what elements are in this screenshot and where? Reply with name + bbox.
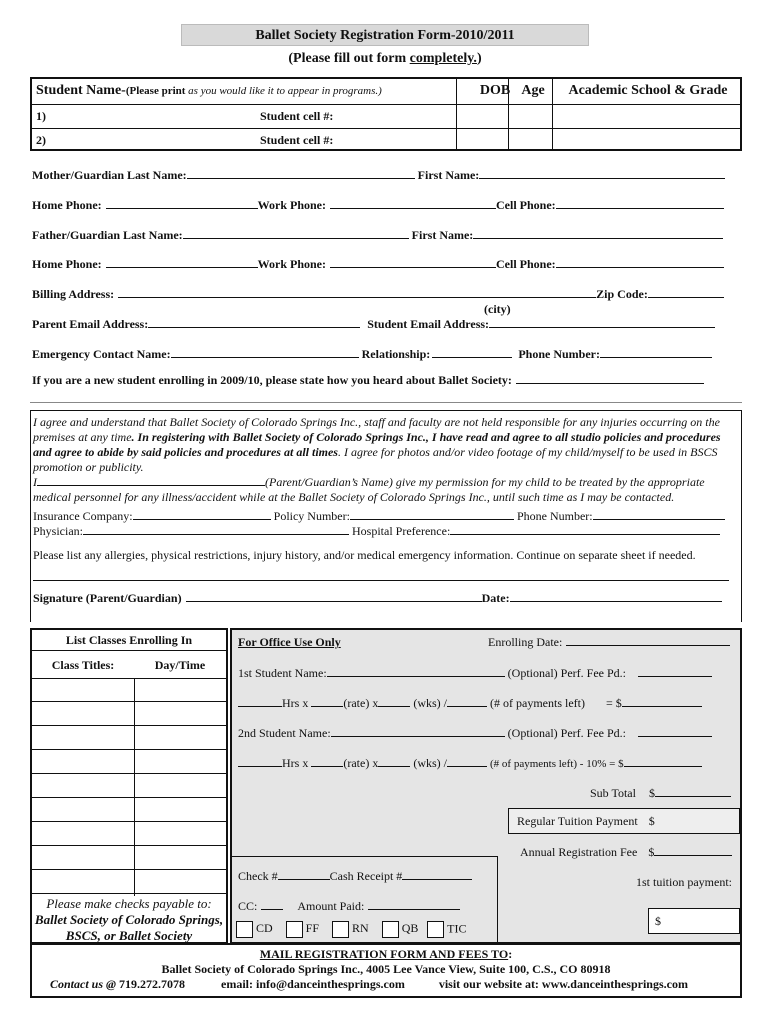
office-use-box — [230, 628, 742, 944]
first-name-label: First Name: — [417, 168, 480, 182]
billing-address-field[interactable] — [118, 287, 596, 298]
checkbox-rn[interactable] — [332, 921, 349, 938]
regular-tuition-label: Regular Tuition Payment — [517, 814, 638, 828]
annual-fee-field[interactable] — [654, 845, 732, 856]
dollar-sign: $ — [648, 786, 655, 800]
work-phone-field[interactable] — [330, 198, 496, 209]
signature-row — [33, 591, 739, 606]
code-label: QB — [401, 921, 419, 936]
mother-first-name-field[interactable] — [479, 168, 725, 179]
parent-name-field[interactable] — [37, 475, 265, 486]
new-student-field[interactable] — [516, 373, 704, 384]
code-label: FF — [305, 921, 320, 936]
perf-fee-label: (Optional) Perf. Fee Pd.: — [507, 666, 626, 680]
code-label: RN — [352, 921, 369, 936]
weeks-label: (wks) / — [413, 756, 447, 770]
student-row-2[interactable] — [32, 129, 740, 151]
annual-fee-label: Annual Registration Fee — [520, 845, 638, 859]
divider — [508, 79, 509, 149]
day-time-header: Day/Time — [154, 658, 206, 672]
dollar-sign: $ — [648, 845, 655, 859]
dollar-sign: $ — [648, 814, 655, 828]
contact-website: visit our website at: www.danceinthesprings.com — [438, 977, 688, 991]
rate-label: (rate) x — [343, 756, 379, 770]
second-student-row — [238, 726, 712, 741]
zip-code-field[interactable] — [648, 287, 724, 298]
class-row[interactable] — [32, 678, 228, 702]
col-dob: DOB — [479, 83, 511, 98]
insurance-company-label: Insurance Company: — [33, 509, 133, 523]
relationship-field[interactable] — [432, 347, 512, 358]
col-student-name: Student Name-(Please print as you would like it to appear in programs.) — [36, 83, 382, 98]
mail-address: Ballet Society of Colorado Springs Inc., 4005 Lee Vance View, Suite 100, C.S., CO 80918 — [161, 962, 611, 976]
contact-label: Contact us @ — [50, 977, 116, 991]
class-row[interactable] — [32, 702, 228, 726]
work-phone-field[interactable] — [330, 257, 496, 268]
first-student-label: 1st Student Name: — [238, 666, 327, 680]
new-student-row — [32, 373, 704, 388]
emergency-row — [32, 347, 712, 362]
cell-phone-label: Cell Phone: — [496, 198, 556, 212]
email-row — [32, 317, 715, 332]
subtitle-post: ) — [476, 51, 482, 66]
enrolling-date-row — [488, 635, 730, 650]
father-last-name-label: Father/Guardian Last Name: — [32, 228, 183, 242]
hours-field[interactable] — [238, 756, 282, 767]
hospital-preference-field[interactable] — [450, 524, 720, 535]
check-label: Check # — [238, 869, 278, 883]
second-hours-row — [238, 756, 702, 771]
first-tuition-label: 1st tuition payment: — [636, 875, 732, 889]
first-name-label: First Name: — [411, 228, 474, 242]
perf-fee-field[interactable] — [638, 726, 712, 737]
regular-tuition-box — [508, 808, 740, 834]
col-age: Age — [521, 83, 545, 98]
amount-paid-field[interactable] — [368, 899, 460, 910]
student-email-field[interactable] — [489, 317, 715, 328]
enrolling-date-field[interactable] — [566, 635, 730, 646]
hrs-label: Hrs x — [282, 696, 309, 710]
check-row — [238, 869, 472, 884]
rate-field[interactable] — [311, 696, 343, 707]
col-school-grade: Academic School & Grade — [568, 83, 728, 98]
mail-box — [30, 943, 742, 998]
subtitle-underlined: completely. — [409, 51, 477, 66]
cell-phone-field[interactable] — [556, 257, 724, 268]
date-field[interactable] — [510, 591, 722, 602]
student-cell-label: Student cell #: — [260, 109, 334, 123]
rate-field[interactable] — [311, 756, 343, 767]
checkbox-qb[interactable] — [382, 921, 399, 938]
check-field[interactable] — [278, 869, 330, 880]
first-hours-row — [238, 696, 702, 711]
classes-box — [30, 628, 228, 944]
divider — [32, 650, 226, 651]
home-phone-label: Home Phone: — [32, 257, 102, 271]
code-boxes — [236, 921, 467, 938]
weeks-field[interactable] — [378, 696, 410, 707]
agreement-paragraph: I agree and understand that Ballet Society of Colorado Springs Inc., staff and faculty are not held responsible for any injuries occurring on the premises at any time. In registering with Ballet Society of Colorado Springs Inc., I have read and agree to all studio policies and procedures and agree to abide by said policies and procedures at all times. I agree for photos and/or video footage of my child/myself to be used in BSCS promotion or publicity. — [33, 415, 721, 474]
code-label: CD — [256, 921, 273, 936]
father-first-name-field[interactable] — [473, 228, 723, 239]
home-phone-label: Home Phone: — [32, 198, 102, 212]
class-rows[interactable] — [32, 678, 228, 896]
annual-fee-row — [520, 845, 732, 860]
zip-code-label: Zip Code: — [596, 287, 648, 301]
payments-field[interactable] — [447, 756, 487, 767]
hrs-label: Hrs x — [282, 756, 309, 770]
parent-email-label: Parent Email Address: — [32, 317, 149, 331]
section-divider — [30, 402, 742, 403]
permission-paragraph: I (Parent/Guardian’s Name) give my permission for my child to be treated by the appropriate medical personnel for any illness/accident while at the Ballet Society of Colorado Springs Inc., until such time as I may be contacted. — [33, 475, 705, 504]
checkbox-ff[interactable] — [286, 921, 303, 938]
agreement-box — [30, 410, 742, 622]
class-row[interactable] — [32, 750, 228, 774]
insurance-company-field[interactable] — [133, 509, 271, 520]
cc-label: CC: — [238, 899, 258, 913]
student-cell-label: Student cell #: — [260, 133, 334, 147]
form-title: Ballet Society Registration Form-2010/2011 — [181, 24, 589, 46]
class-row[interactable] — [32, 774, 228, 798]
total-field[interactable] — [622, 696, 702, 707]
work-phone-label: Work Phone: — [257, 257, 326, 271]
dollar-sign: $ — [655, 914, 661, 928]
second-student-label: 2nd Student Name: — [238, 726, 331, 740]
signature-label: Signature (Parent/Guardian) — [33, 591, 182, 605]
cell-phone-label: Cell Phone: — [496, 257, 556, 271]
checkbox-cd[interactable] — [236, 921, 253, 938]
cash-receipt-field[interactable] — [402, 869, 472, 880]
student-table-header — [32, 79, 740, 105]
home-phone-field[interactable] — [106, 198, 258, 209]
sub-total-label: Sub Total — [590, 786, 636, 800]
payments-discount-label: (# of payments left) - 10% = $ — [490, 758, 624, 770]
subtotal-row — [590, 786, 731, 801]
cash-receipt-label: Cash Receipt # — [329, 869, 403, 883]
signature-field[interactable] — [186, 591, 482, 602]
classes-heading: List Classes Enrolling In — [65, 633, 193, 647]
code-label: TIC — [447, 921, 467, 936]
student-row-1[interactable] — [32, 105, 740, 129]
form-subtitle — [181, 51, 589, 67]
mother-last-name-field[interactable] — [187, 168, 415, 179]
emergency-phone-field[interactable] — [600, 347, 712, 358]
weeks-label: (wks) / — [413, 696, 447, 710]
rate-label: (rate) x — [343, 696, 379, 710]
cc-field[interactable] — [261, 899, 283, 910]
phone-number-label: Phone Number: — [518, 347, 600, 361]
checks-payee: Ballet Society of Colorado Springs, BSCS, or Ballet Society — [34, 912, 224, 943]
checks-payable-note: Please make checks payable to: — [46, 896, 212, 911]
payment-subbox — [232, 856, 498, 944]
payments-field[interactable] — [447, 696, 487, 707]
student-table — [30, 77, 742, 151]
first-student-field[interactable] — [327, 666, 505, 677]
mail-heading: MAIL REGISTRATION FORM AND FEES TO: — [259, 947, 513, 961]
hospital-preference-label: Hospital Preference: — [352, 524, 451, 538]
class-row[interactable] — [32, 846, 228, 870]
father-phone-row — [32, 257, 724, 272]
office-use-heading: For Office Use Only — [238, 635, 341, 649]
hours-field[interactable] — [238, 696, 282, 707]
billing-address-label: Billing Address: — [32, 287, 115, 301]
class-row[interactable] — [32, 822, 228, 846]
mother-phone-row — [32, 198, 724, 213]
class-row[interactable] — [32, 726, 228, 750]
cell-phone-field[interactable] — [556, 198, 724, 209]
checkbox-tic[interactable] — [427, 921, 444, 938]
contact-email: email: info@danceinthesprings.com — [221, 977, 405, 991]
student-email-label: Student Email Address: — [367, 317, 490, 331]
emergency-contact-field[interactable] — [171, 347, 359, 358]
billing-row — [32, 287, 724, 302]
father-guardian-row — [32, 228, 723, 243]
allergies-field[interactable] — [33, 573, 729, 581]
allergies-label: Please list any allergies, physical restrictions, injury history, and/or medical emergency information. Continue on separate sheet if needed. — [33, 548, 696, 562]
parent-email-field[interactable] — [148, 317, 360, 328]
perf-fee-field[interactable] — [638, 666, 712, 677]
payments-left-label: (# of payments left) — [490, 696, 585, 710]
physician-row — [33, 524, 739, 539]
class-row[interactable] — [32, 798, 228, 822]
policy-number-label: Policy Number: — [273, 509, 350, 523]
emergency-contact-label: Emergency Contact Name: — [32, 347, 171, 361]
first-student-row — [238, 666, 712, 681]
relationship-label: Relationship: — [361, 347, 431, 361]
equals-label: = $ — [605, 696, 622, 710]
insurance-row — [33, 509, 739, 524]
date-label: Date: — [481, 591, 510, 605]
city-caption: (city) — [484, 302, 511, 316]
weeks-field[interactable] — [378, 756, 410, 767]
divider — [456, 79, 457, 149]
subtitle-pre: (Please fill out form — [288, 51, 410, 66]
new-student-label: If you are a new student enrolling in 2009/10, please state how you heard about Ballet Society: — [32, 373, 512, 387]
student-row-number: 2) — [36, 133, 46, 147]
contact-phone: 719.272.7078 — [119, 977, 185, 991]
physician-field[interactable] — [83, 524, 349, 535]
contact-row — [50, 977, 688, 992]
physician-label: Physician: — [33, 524, 83, 538]
insurance-phone-field[interactable] — [593, 509, 725, 520]
class-titles-header: Class Titles: — [51, 658, 115, 672]
student-row-number: 1) — [36, 109, 46, 123]
class-row[interactable] — [32, 870, 228, 894]
policy-number-field[interactable] — [350, 509, 514, 520]
amount-paid-label: Amount Paid: — [297, 899, 365, 913]
first-tuition-field[interactable] — [648, 908, 740, 934]
insurance-phone-label: Phone Number: — [516, 509, 593, 523]
divider — [134, 678, 135, 896]
work-phone-label: Work Phone: — [257, 198, 326, 212]
second-student-field[interactable] — [331, 726, 505, 737]
perf-fee-label: (Optional) Perf. Fee Pd.: — [507, 726, 626, 740]
sub-total-field[interactable] — [655, 786, 731, 797]
father-last-name-field[interactable] — [183, 228, 409, 239]
divider — [552, 79, 553, 149]
mother-last-name-label: Mother/Guardian Last Name: — [32, 168, 187, 182]
enrolling-date-label: Enrolling Date: — [488, 635, 563, 649]
discount-total-field[interactable] — [624, 756, 702, 767]
home-phone-field[interactable] — [106, 257, 258, 268]
cc-row — [238, 899, 460, 914]
mother-guardian-row — [32, 168, 725, 183]
